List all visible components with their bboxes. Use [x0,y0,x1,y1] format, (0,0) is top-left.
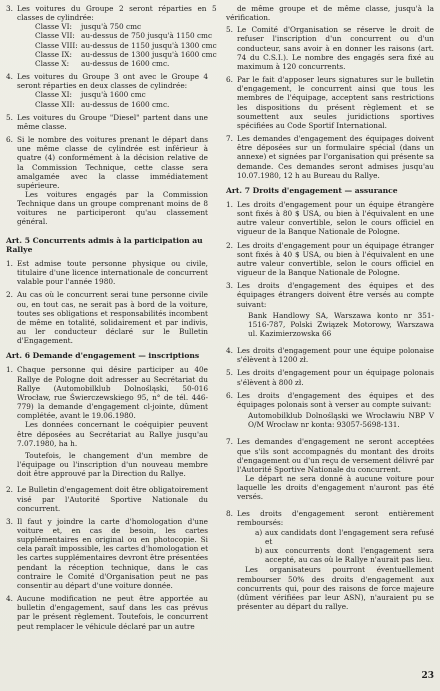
list-item: 2. Le Bulletin d'engagement doit être obligatoirement visé par l'Autorité Sportive Nationale du concurrent. [6,485,208,513]
continuation-text: de même groupe et de même classe, jusqu'à la vérification. [226,4,434,23]
list-item: 3. Les voitures du Groupe 2 seront réparties en 5 classes de cylindrée: Classe VI: jusqu'à 750 cmc Classe VII: au-dessus de 750 jusqu'à 1150 cmc Classe VIII: au-dessus de 1150 jusqu'à 1300 cmc Classe IX: au-dessus de 1300 jusqu'à 1600 cmc Classe X: au-dessus de 1600 cmc. [6,4,217,68]
list-item: 1. Est admise toute personne physique ou civile, titulaire d'une licence internationale de concurrent valable pour l'année 1980. [6,258,208,287]
list-item: 3. Il faut y joindre la carte d'homologation d'une voiture et, en cas de besoin, les cartes supplémentaires en original ou en photocopie. Si cela paraît impossible, les cartes d'homologation et les cartes supplémentaires devront être présentées pendant la réception technique, dans le cas contraire le Comité d'Organisation peut ne pas consentir au départ d'une voiture donnée. [6,516,208,590]
bank-address: Bank Handlowy SA, Warszawa konto nr 351-1516-787, Polski Związek Motorowy, Warszawa ul. Kazimierzowska 66 [248,310,434,338]
right-column [226,4,434,618]
list-item: 7. Les demandes d'engagement des équipages doivent être déposées sur un formulaire spécial (dans un annexe) et signées par l'organisation qui présente sa demande. Ces demandes seront admises jusqu'au 10.07.1980, 12 h au Bureau du Rallye. [226,134,434,180]
list-item: 1. Les droits d'engagement pour un équipe étrangère sont fixés à 80 $ USA, ou bien à l'équivalent en une autre valeur convertible, selon le cours officiel en vigueur de la Banque Nationale de Pologne. [226,199,434,237]
class-list: Classe VI: jusqu'à 750 cmc Classe VII: au-dessus de 750 jusqu'à 1150 cmc Classe VIII: au-dessus de 1150 jusqu'à 1300 cmc Classe IX: au-dessus de 1300 jusqu'à 1600 cmc Classe X: au-dessus de 1600 cmc. [35,22,217,68]
list-item: 3. Les droits d'engagement des équipes et des équipages étrangers doivent être versés au compte suivant: Bank Handlowy SA, Warszawa konto nr 351-1516-787, Polski Związek Motorowy, Warszawa ul. Kazimierzowska 66 [226,281,434,338]
list-item: 4. Aucune modification ne peut être apportée au bulletin d'engagement, sauf dans les cas prévus par le présent règlement. Toutefois, le concurrent peut remplacer le véhicule déclaré par un autre [6,594,208,631]
list-item: 8. Les droits d'engagement seront entièrement remboursés: a) aux candidats dont l'engagement sera refusé et b) aux concurrents dont l'engagement sera accepté, au cas où le Rallye n'aurait pas lieu. Les organisateurs pourront éventuellement rembourser 50% des droits d'engagement aux concurrents qui, pour des raisons de force majeure (dûment vérifiées par leur ASN), n'auraient pu se présenter au départ du rallye. [226,508,434,612]
list-item: 6. Par le fait d'apposer leurs signatures sur le bulletin d'engagement, le concurrent ainsi que tous les membres de l'équipage, acceptent sans restrictions les dispositions du présent règlement et se soumettent aux seules juridictions sportives spécifiées au Code Sportif International. [226,75,434,130]
list-item: 5. Les voitures du Groupe "Diesel" partent dans une même classe. [6,112,208,131]
left-column [6,4,217,635]
list-item: 4. Les voitures du Groupe 3 ont avec le Groupe 4 seront réparties en deux classes de cylindrée: Classe XI: jusqu'à 1600 cmc Classe XII: au-dessus de 1600 cmc. [6,72,208,109]
section-heading: Art. 7 Droits d'engagement — assurance [226,185,398,195]
page-number: 23 [421,671,434,681]
list-item: 2. Les droits d'engagement pour un équipage étranger sont fixés à 40 $ USA, ou bien à l'équivalent en une autre valeur convertible, selon le cours officiel en vigueur de la Banque Nationale de Pologne. [226,240,434,278]
class-list: Classe XI: jusqu'à 1600 cmc Classe XII: au-dessus de 1600 cmc. [35,90,170,109]
list-item: 6. Les droits d'engagement des équipes et des équipages polonais sont à verser au compte suivant: Automobilklub Dolnośląski we Wrocławiu NBP V O/M Wrocław nr konta: 93057-5698-131. [226,390,434,430]
list-item: 7. Les demandes d'engagement ne seront acceptées que s'ils sont accompagnés du montant des droits d'engagement ou d'un reçu de versement délivré par l'Autorité Sportive Nationale du concurrent. Le départ ne sera donné à aucune voiture pour laquelle les droits d'engagement n'auront pas été versés. [226,437,434,502]
list-item: 2. Au cas où le concurrent serai tune personne civile ou, en tout cas, ne serait pas à bord de la voiture, toutes ses obligations et responsabilités incombent de même en totalité, solidairement et par indivis, au ler conducteur déclaré sur le Bulletin d'Engagement. [6,290,208,346]
section-heading: Art. 6 Demande d'engagement — inscriptions [6,351,200,361]
list-item: 4. Les droits d'engagement pour une équipe polonaise s'élèvent à 1200 zł. [226,346,434,365]
list-item: 5. Les droits d'engagement pour un équipage polonais s'élèvent à 800 zł. [226,368,434,387]
sub-list: a) aux candidats dont l'engagement sera refusé et b) aux concurrents dont l'engagement sera accepté, au cas où le Rallye n'aurait pas lieu. [255,527,434,565]
section-heading: Art. 5 Concurrents admis à la participation au Rallye [6,235,203,254]
list-item: 1. Chaque personne qui désire participer au 40e Rallye de Pologne doit adresser au Secrétariat du Rallye (Automobilklub Dolnośląski, 50-016 Wrocław, rue Świerczewskiego 95, n° de tél. 446-779) la demande d'engagement cl-jointe, dûment complétée, avant le 19.06.1980. Les données concernant le coéquipier peuvent être déposées au Secrétariat au Rallye jusqu'au 7.07.1980, ha h. Toutefois, le changement d'un membre de l'équipage ou l'inscription d'un nouveau membre doit être approuvé par la Direction du Rallye. [6,365,208,479]
bank-address: Automobilklub Dolnośląski we Wrocławiu NBP V O/M Wrocław nr konta: 93057-5698-131. [248,411,434,430]
list-item: 5. Le Comité d'Organisation se réserve le droit de refuser l'inscription d'un concurrent ou d'un conducteur, sans avoir à en donner les raisons (art. 74 du C.S.I.). Le nombre des engagés sera fixé au maximum à 120 concurrents. [226,25,434,71]
list-item: 6. Si le nombre des voitures prenant le départ dans une même classe de cylindrée est inférieur à quatre (4) conformément à la décision relative de la Commission Technique, cette classe sera amalgamée avec la classe immédiatement supérieure. Les voitures engagés par la Commission Technique dans un groupe comprenant moins de 8 voitures ne participeront qu'au classement général. [6,135,208,227]
